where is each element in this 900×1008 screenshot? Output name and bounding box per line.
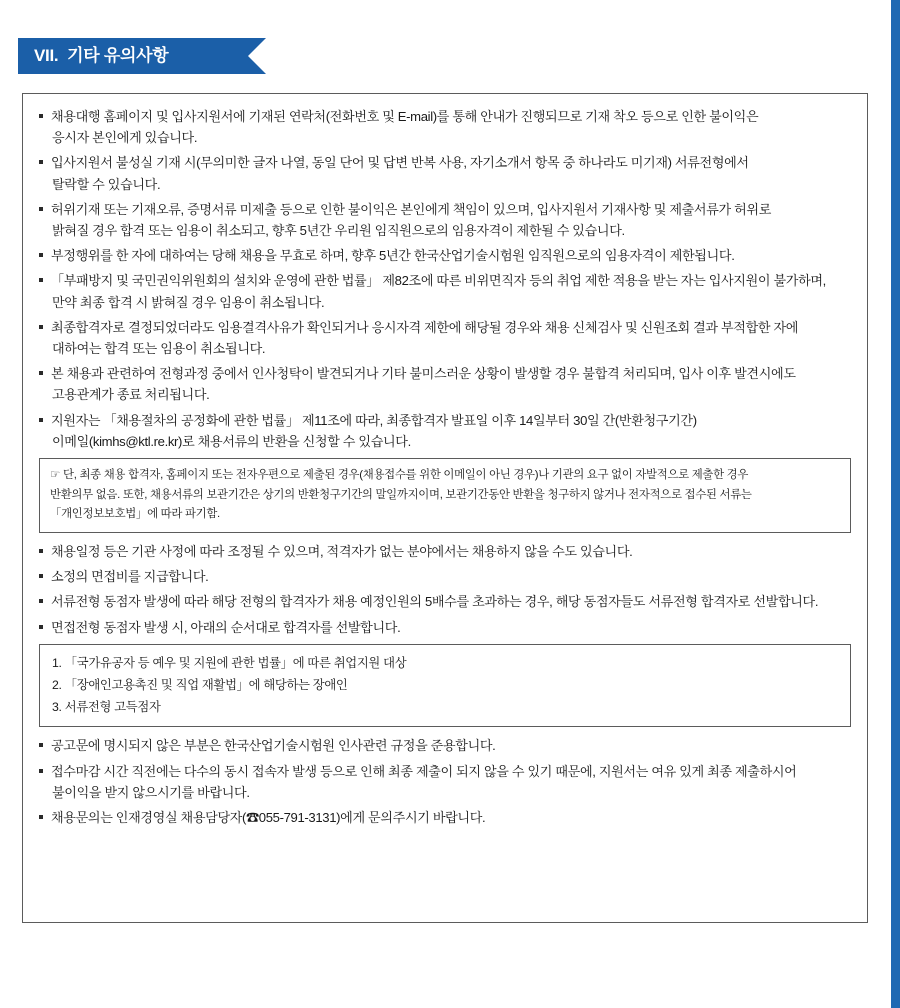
bullet-square-icon	[39, 253, 43, 257]
bullet-square-icon	[39, 599, 43, 603]
banner-arrow-tip	[248, 38, 266, 74]
bullet-square-icon	[39, 769, 43, 773]
notice-line: 이메일(kimhs@ktl.re.kr)로 채용서류의 반환을 신청할 수 있습니다.	[52, 433, 411, 449]
list-item	[37, 199, 853, 241]
notices-content-box	[22, 93, 868, 923]
bullet-square-icon	[39, 549, 43, 553]
list-item	[37, 317, 853, 359]
notice-line: 불이익을 받지 않으시기를 바랍니다.	[52, 784, 250, 800]
notice-line: 공고문에 명시되지 않은 부분은 한국산업기술시험원 인사관련 규정을 준용합니다.	[51, 738, 496, 754]
notice-line: 소정의 면접비를 지급합니다.	[51, 569, 209, 585]
list-item	[37, 363, 853, 405]
list-item	[37, 735, 853, 756]
notices-list-primary	[37, 106, 853, 452]
section-header-banner	[18, 38, 268, 74]
notice-line: 지원자는 「채용절차의 공정화에 관한 법률」 제11조에 따라, 최종합격자 발표일 이후 14일부터 30일 간(반환청구기간)	[51, 412, 697, 428]
bullet-square-icon	[39, 278, 43, 282]
bullet-square-icon	[39, 743, 43, 747]
notice-line: 부정행위를 한 자에 대하여는 당해 채용을 무효로 하며, 향후 5년간 한국산업기술시험원 임직원으로의 임용자격이 제한됩니다.	[51, 248, 735, 264]
list-item	[37, 591, 853, 612]
bullet-square-icon	[39, 371, 43, 375]
notice-line: 허위기재 또는 기재오류, 증명서류 미제출 등으로 인한 불이익은 본인에게 책임이 있으며, 입사지원서 기재사항 및 제출서류가 허위로	[51, 201, 772, 217]
bullet-square-icon	[39, 160, 43, 164]
bullet-square-icon	[39, 625, 43, 629]
list-item	[37, 152, 853, 194]
notice-line: 채용일정 등은 기관 사정에 따라 조정될 수 있으며, 적격자가 없는 분야에서는 채용하지 않을 수도 있습니다.	[51, 544, 633, 560]
notices-list-tertiary	[37, 735, 853, 828]
notice-line: 밝혀질 경우 합격 또는 임용이 취소되고, 향후 5년간 우리원 임직원으로의 임용자격이 제한될 수 있습니다.	[52, 223, 625, 239]
bullet-square-icon	[39, 207, 43, 211]
list-item	[37, 245, 853, 266]
bullet-square-icon	[39, 114, 43, 118]
list-item	[37, 410, 853, 452]
section-number: VII.	[34, 46, 59, 65]
bullet-square-icon	[39, 815, 43, 819]
notice-line: 대하여는 합격 또는 임용이 취소됩니다.	[52, 341, 266, 357]
notice-line: 고용관계가 종료 처리됩니다.	[52, 387, 210, 403]
notice-line: 접수마감 시간 직전에는 다수의 동시 접속자 발생 등으로 인해 최종 제출이 되지 않을 수 있기 때문에, 지원서는 여유 있게 최종 제출하시어	[51, 763, 797, 779]
refund-note-line: 반환의무 없음. 또한, 채용서류의 보관기간은 상기의 반환청구기간의 말일까지이며, 보관기간동안 반환을 청구하지 않거나 전자적으로 접수된 서류는	[50, 488, 752, 501]
bullet-square-icon	[39, 418, 43, 422]
refund-note-box	[39, 458, 851, 533]
tie-break-item: 1. 「국가유공자 등 예우 및 지원에 관한 법률」에 따른 취업지원 대상	[52, 655, 407, 670]
refund-note-first-line	[50, 466, 840, 486]
tie-break-item: 2. 「장애인고용촉진 및 직업 재활법」에 해당하는 장애인	[52, 677, 348, 692]
pointing-hand-icon: ☞	[50, 469, 61, 482]
notice-line: 만약 최종 합격 시 밝혀질 경우 임용이 취소됩니다.	[52, 294, 325, 310]
list-item	[37, 617, 853, 638]
section-title-text: 기타 유의사항	[67, 46, 169, 65]
notice-line: 「부패방지 및 국민권익위원회의 설치와 운영에 관한 법률」 제82조에 따른 비위면직자 등의 취업 제한 적용을 받는 자는 입사지원이 불가하며,	[51, 273, 826, 289]
notice-line: 탈락할 수 있습니다.	[52, 176, 161, 192]
refund-note-line: 「개인정보보호법」에 따라 파기함.	[50, 508, 220, 521]
notice-line: 본 채용과 관련하여 전형과정 중에서 인사청탁이 발견되거나 기타 불미스러운 상황이 발생할 경우 불합격 처리되며, 입사 이후 발견시에도	[51, 366, 796, 382]
list-item	[37, 106, 853, 148]
list-item	[37, 541, 853, 562]
section-title	[34, 38, 168, 74]
notice-line: 서류전형 동점자 발생에 따라 해당 전형의 합격자가 채용 예정인원의 5배수를 초과하는 경우, 해당 동점자들도 서류전형 합격자로 선발합니다.	[51, 594, 819, 610]
list-item	[37, 566, 853, 587]
notices-list-secondary	[37, 541, 853, 638]
page-edge-accent-bar	[891, 0, 900, 1008]
list-item	[37, 807, 853, 828]
notice-line: 최종합격자로 결정되었더라도 임용결격사유가 확인되거나 응시자격 제한에 해당될 경우와 채용 신체검사 및 신원조회 결과 부적합한 자에	[51, 319, 799, 335]
tie-break-order-box	[39, 644, 851, 728]
bullet-square-icon	[39, 574, 43, 578]
notice-line: 입사지원서 불성실 기재 시(무의미한 글자 나열, 동일 단어 및 답변 반복 사용, 자기소개서 항목 중 하나라도 미기재) 서류전형에서	[51, 155, 749, 171]
notice-line: 채용대행 홈페이지 및 입사지원서에 기재된 연락처(전화번호 및 E-mail)를 통해 안내가 진행되므로 기재 착오 등으로 인한 불이익은	[51, 109, 759, 124]
list-item	[37, 761, 853, 803]
contact-line: 채용문의는 인재경영실 채용담당자(☎055-791-3131)에게 문의주시기 바랍니다.	[51, 810, 486, 826]
notice-line: 면접전형 동점자 발생 시, 아래의 순서대로 합격자를 선발합니다.	[51, 619, 401, 635]
notice-line: 응시자 본인에게 있습니다.	[52, 130, 198, 146]
bullet-square-icon	[39, 325, 43, 329]
refund-note-line: 단, 최종 채용 합격자, 홈페이지 또는 전자우편으로 제출된 경우(채용접수를 위한 이메일이 아닌 경우)나 기관의 요구 없이 자발적으로 제출한 경우	[63, 469, 749, 482]
list-item	[37, 270, 853, 312]
tie-break-item: 3. 서류전형 고득점자	[52, 699, 161, 714]
